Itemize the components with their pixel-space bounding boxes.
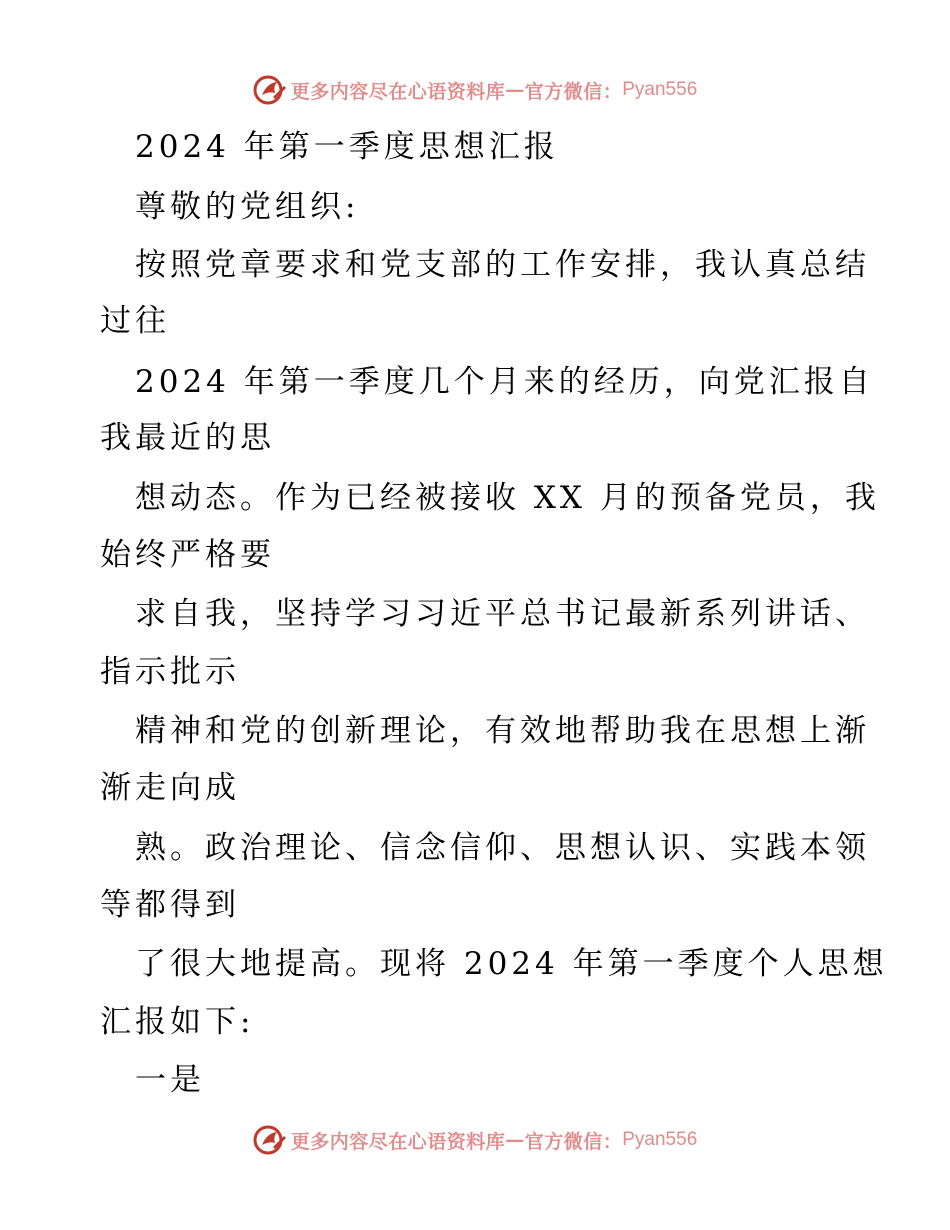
body-line: 过往 [100, 303, 170, 339]
brand-logo-icon [253, 1123, 287, 1157]
body-line: 了很大地提高。现将 2024 年第一季度个人思想 [135, 946, 888, 982]
body-line: 2024 年第一季度几个月来的经历，向党汇报自 [135, 364, 874, 400]
document-title: 2024 年第一季度思想汇报 [135, 129, 559, 165]
watermark-label: 官方微信： [524, 1130, 623, 1153]
salutation: 尊敬的党组织: [135, 189, 360, 225]
body-line: 一是 [135, 1062, 205, 1098]
body-line: 按照党章要求和党支部的工作安排，我认真总结 [135, 247, 870, 283]
body-line: 渐走向成 [100, 770, 240, 806]
watermark-dash: — [505, 1129, 525, 1151]
body-line: 指示批示 [100, 654, 240, 690]
watermark-text: 更多内容尽在心语资料库 [290, 80, 506, 103]
body-line: 熟。政治理论、信念信仰、思想认识、实践本领 [135, 830, 870, 866]
watermark-dash: — [505, 79, 525, 101]
body-line: 求自我，坚持学习习近平总书记最新系列讲话、 [135, 596, 870, 632]
watermark-label: 官方微信： [524, 80, 623, 103]
footer-watermark [0, 1120, 950, 1160]
watermark-contact: Pyan556 [622, 79, 698, 100]
body-line: 想动态。作为已经被接收 XX 月的预备党员，我 [135, 480, 880, 516]
watermark-contact: Pyan556 [622, 1129, 698, 1150]
body-line: 我最近的思 [100, 420, 275, 456]
body-line: 汇报如下: [100, 1004, 255, 1040]
body-line: 等都得到 [100, 887, 240, 923]
watermark-text: 更多内容尽在心语资料库 [290, 1130, 506, 1153]
body-line: 始终严格要 [100, 537, 275, 573]
body-line: 精神和党的创新理论，有效地帮助我在思想上渐 [135, 713, 870, 749]
